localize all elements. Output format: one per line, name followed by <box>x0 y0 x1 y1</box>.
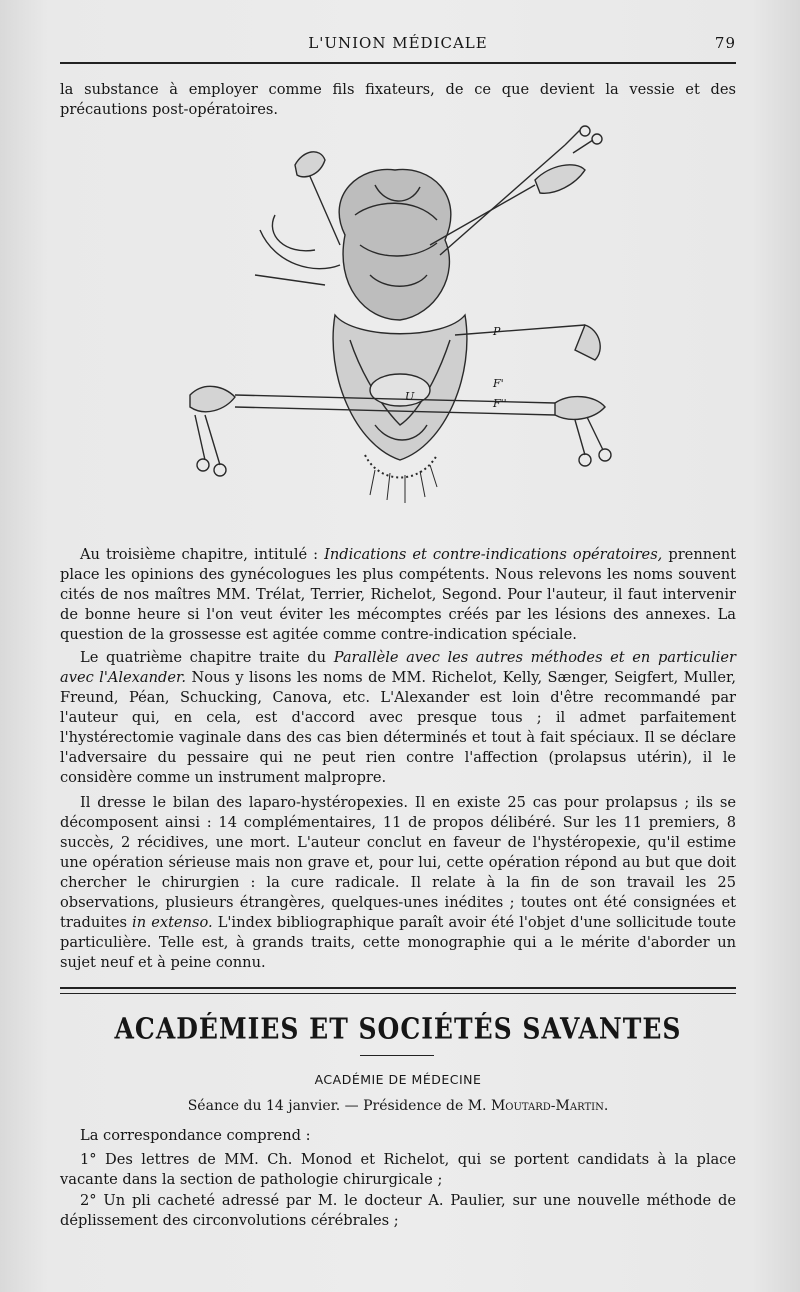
chapter4-rest: Nous y lisons les noms de MM. Richelot, Kelly, Sænger, Seigfert, Muller, Freund, Péan, Schucking, Canova, etc. L'Alexander est loin d'être recommandé par l'auteur qui, en cela, est d'accord avec presque tous ; il admet parfaitement l'hystérectomie vaginale dans des cas bien déterminés et tout à fait spéciaux. Il se déclare l'adversaire du pessaire qui ne peut rien contre l'affection (prolapsus utérin), il le considère comme un instrument malpropre. <box>60 669 736 786</box>
chapter5-lead: Il dresse le bilan des laparo-hystéropexies. Il en existe 25 cas pour prolapsus ; ils se décomposent ainsi : 14 complémentaires, 11 de propos délibéré. Sur les 11 premiers, 8 succès, 2 récidives, une mort. L'auteur conclut en faveur de l'hystéropexie, qu'il estime une opération sérieuse mais non grave et, pour lui, cette opération répond au but que doit chercher le chirurgien : la cure radicale. Il relate à la fin de son travail les 25 observations, plusieurs étrangères, quelques-unes inédites ; toutes ont été consignées et traduites <box>60 794 736 931</box>
intro-paragraph: la substance à employer comme fils fixateurs, de ce que devient la vessie et des précautions post-opératoires. <box>60 81 736 118</box>
header-rule <box>60 62 736 64</box>
figure-label-f-second: F'' <box>493 397 507 410</box>
section-title: ACADÉMIES ET SOCIÉTÉS SAVANTES <box>114 1012 682 1046</box>
correspondence-item-2: 2° Un pli cacheté adressé par M. le docteur A. Paulier, sur une nouvelle méthode de déplissement des circonvolutions cérébrales ; <box>60 1192 736 1229</box>
chapter3-title: Indications et contre-indications opératoires, <box>324 546 663 563</box>
chapter5-paragraph <box>60 793 736 973</box>
correspondence-item-1: 1° Des lettres de MM. Ch. Monod et Richelot, qui se portent candidats à la place vacante dans la section de pathologie chirurgicale ; <box>60 1151 736 1188</box>
chapter3-paragraph <box>60 545 736 645</box>
session-text: Séance du 14 janvier. — Présidence de M. <box>187 1098 487 1114</box>
academy-title: ACADÉMIE DE MÉDECINE <box>314 1072 482 1087</box>
chapter4-lead: Le quatrième chapitre traite du <box>80 649 327 666</box>
page-number: 79 <box>714 34 736 52</box>
correspondence-intro: La correspondance comprend : <box>80 1127 311 1144</box>
figure-label-f-prime: F' <box>493 377 504 390</box>
chapter5-italic: in extenso. <box>132 914 213 931</box>
figure-label-u: U <box>405 390 415 403</box>
chapter4-title: Parallèle avec les autres méthodes et en particulier avec l'Alexander. <box>60 649 737 686</box>
figure-label-p: P <box>493 325 501 338</box>
chapter3-lead: Au troisième chapitre, intitulé : <box>80 546 319 563</box>
chapter3-rest: prennent place les opinions des gynécologues les plus compétents. Nous relevons les noms souvent cités de nos maîtres MM. Trélat, Terrier, Richelot, Segond. Pour l'auteur, il faut intervenir de bonne heure si l'on veut éviter les mécomptes créés par les lésions des annexes. La question de la grossesse est agitée comme contre-indication spéciale. <box>60 546 737 643</box>
page-header <box>60 34 736 60</box>
running-title: L'UNION MÉDICALE <box>308 34 488 52</box>
section-separator <box>60 987 736 994</box>
chapter4-paragraph <box>60 648 736 788</box>
president-name: Moutard-Martin. <box>490 1098 609 1114</box>
chapter5-rest: L'index bibliographique paraît avoir été l'objet d'une sollicitude toute particulière. Telle est, à grands traits, cette monographie qui a le mérite d'aborder un sujet neuf et à peine connu. <box>60 914 737 971</box>
surgical-illustration <box>175 125 650 525</box>
surgical-illustration-drawing <box>175 125 650 525</box>
session-line <box>60 1098 736 1114</box>
section-title-rule <box>360 1055 434 1056</box>
